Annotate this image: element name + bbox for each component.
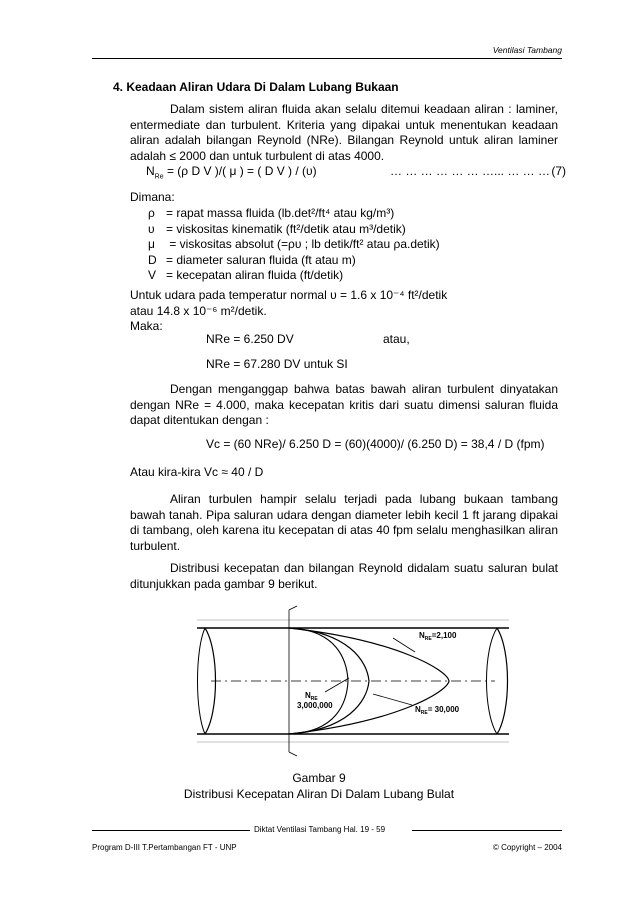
normal-temperature-block xyxy=(130,288,447,335)
maka-label: Maka: xyxy=(130,319,163,333)
label-nre-2100-sub: RE xyxy=(424,636,432,642)
paragraph-critical-velocity: Dengan menganggap bahwa batas bawah aliran turbulent dinyatakan dengan NRe = 4.000, maka kecepatan kritis dari suatu dimensi saluran fluida dapat ditentukan dengan : xyxy=(130,382,558,427)
def-symbol: ρ xyxy=(148,206,155,220)
vc-formula: Vc = (60 NRe)/ 6.250 D = (60)(4000)/ (6.250 D) = 38,4 / D (fpm) xyxy=(206,437,545,451)
label-nre-3000000-sub: RE xyxy=(310,696,318,702)
definition-item xyxy=(148,206,440,222)
def-text: = diameter saluran fluida (ft atau m) xyxy=(166,252,356,267)
def-text: = kecepatan aliran fluida (ft/detik) xyxy=(166,268,344,282)
footer-right: © Copyright – 2004 xyxy=(492,843,562,852)
label-nre-2100 xyxy=(419,631,457,642)
vc-approx: Atau kira-kira Vc ≈ 40 / D xyxy=(130,465,264,479)
footer-rule-left xyxy=(92,830,250,831)
def-text: = viskositas absolut (=ρυ ; lb detik/ft² atau ρa.detik) xyxy=(166,237,440,251)
paragraph-turbulent: Aliran turbulen hampir selalu terjadi pada lubang bukaan tambang bawah tanah. Pipa saluran udara dengan diameter lebih kecil 1 ft jarang dipakai di tambang, oleh karena itu kecepatan di atas 40 fpm selalu menghasilkan aliran turbulent. xyxy=(130,492,558,553)
footer-left: Program D-III T.Pertambangan FT - UNP xyxy=(92,843,237,852)
pipe-right-end xyxy=(497,628,508,734)
label-nre-30000-val: = 30,000 xyxy=(427,705,460,714)
label-nre-3000000-val: 3,000,000 xyxy=(297,701,333,710)
footer-rule-right xyxy=(412,830,562,831)
def-text: = viskositas kinematik (ft²/detik atau m³/detik) xyxy=(166,221,406,236)
definitions-list xyxy=(148,206,440,284)
label-nre-2100-val: =2,100 xyxy=(431,631,457,640)
def-symbol: V xyxy=(148,268,157,282)
nre-formula-2: NRe = 67.280 DV untuk SI xyxy=(206,357,348,371)
eq-dots: … … … … … … …... … … … xyxy=(390,164,551,178)
label-nre-3000000-n: N xyxy=(305,691,311,700)
def-symbol: D xyxy=(148,252,157,267)
def-symbol: υ xyxy=(148,221,155,236)
eq-lhs-sub: Re xyxy=(154,173,164,181)
eq-lhs: N xyxy=(146,164,155,178)
velocity-distribution-figure xyxy=(197,600,509,762)
footer-center: Diktat Ventilasi Tambang Hal. 19 - 59 xyxy=(254,825,386,834)
def-symbol: μ xyxy=(148,237,155,251)
definition-item xyxy=(148,253,440,269)
paragraph-distribution: Distribusi kecepatan dan bilangan Reynold didalam suatu saluran bulat ditunjukkan pada gambar 9 berikut. xyxy=(130,561,558,591)
label-nre-30000 xyxy=(415,705,460,716)
normal-line-1: Untuk udara pada temperatur normal υ = 1.6 x 10⁻⁴ ft²/detik xyxy=(130,288,448,302)
nre-formula-1-atau: atau, xyxy=(383,332,410,346)
figure-caption-desc: Distribusi Kecepatan Aliran Di Dalam Lubang Bulat xyxy=(183,787,455,801)
normal-line-2: atau 14.8 x 10⁻⁶ m²/detik. xyxy=(130,303,267,318)
header-rule xyxy=(92,58,562,59)
figure-caption-title: Gambar 9 xyxy=(292,771,346,785)
definition-item xyxy=(148,268,440,284)
label-nre-30000-n: N xyxy=(415,705,421,714)
label-nre-30000-sub: RE xyxy=(420,710,428,716)
def-text: = rapat massa fluida (lb.det²/ft⁴ atau kg/m³) xyxy=(166,206,395,220)
label-nre-2100-n: N xyxy=(419,631,425,640)
paragraph-intro: Dalam sistem aliran fluida akan selalu ditemui keadaan aliran : laminer, entermediate dan turbulent. Kriteria yang dipakai untuk menentukan keadaan aliran adalah bilangan Reynold (NRe). Bilangan Reynold untuk aliran laminer adalah ≤ 2000 dan untuk turbulent di atas 4000. xyxy=(130,102,558,163)
nre-formula-1: NRe = 6.250 DV xyxy=(206,332,294,346)
equation-7 xyxy=(146,164,566,181)
eq-number: (7) xyxy=(551,164,566,178)
eq-rhs: = (ρ D V )/( μ ) = ( D V ) / (υ) xyxy=(163,164,317,178)
definition-item xyxy=(148,222,440,238)
header-title: Ventilasi Tambang xyxy=(492,45,562,55)
dimana-label: Dimana: xyxy=(130,190,175,204)
definition-item xyxy=(148,237,440,253)
section-title: 4. Keadaan Aliran Udara Di Dalam Lubang Bukaan xyxy=(113,80,399,94)
